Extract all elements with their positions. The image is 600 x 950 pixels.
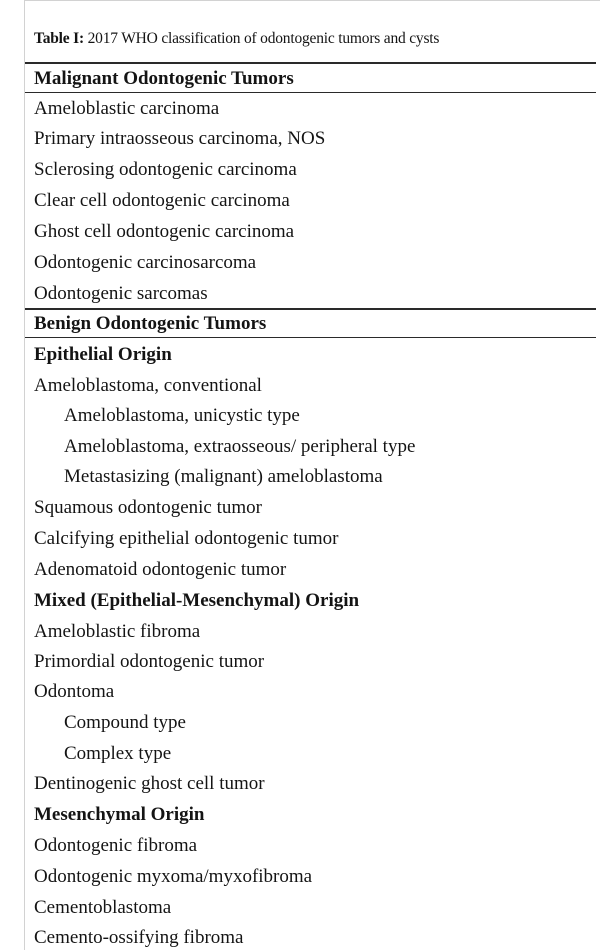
- table-row: Ameloblastoma, conventional: [34, 375, 262, 396]
- mesenchymal-subheader: Mesenchymal Origin: [34, 804, 205, 825]
- table-row: Calcifying epithelial odontogenic tumor: [34, 528, 339, 549]
- table-row: Dentinogenic ghost cell tumor: [34, 773, 265, 794]
- malignant-section-header: Malignant Odontogenic Tumors: [34, 68, 294, 89]
- benign-section-header: Benign Odontogenic Tumors: [34, 313, 267, 334]
- table-row: Odontogenic carcinosarcoma: [34, 252, 257, 273]
- table-row: Sclerosing odontogenic carcinoma: [34, 159, 297, 180]
- table-row-indented: Complex type: [64, 743, 172, 764]
- table-row: Ameloblastic fibroma: [34, 621, 201, 642]
- header-bottom-rule: [25, 92, 596, 93]
- table-top-rule: [25, 62, 596, 64]
- section-divider-top-rule: [25, 308, 596, 310]
- table-row: Clear cell odontogenic carcinoma: [34, 190, 290, 211]
- mixed-subheader: Mixed (Epithelial-Mesenchymal) Origin: [34, 590, 360, 611]
- table-caption-text: 2017 WHO classification of odontogenic tumors and cysts: [83, 30, 440, 47]
- table-row: Odontogenic fibroma: [34, 835, 198, 856]
- table-row: Squamous odontogenic tumor: [34, 497, 262, 518]
- table-row: Odontogenic sarcomas: [34, 283, 208, 304]
- table-row: Primary intraosseous carcinoma, NOS: [34, 128, 326, 149]
- table-row: Cemento-ossifying fibroma: [34, 927, 244, 948]
- table-row: Adenomatoid odontogenic tumor: [34, 559, 287, 580]
- table-row-indented: Metastasizing (malignant) ameloblastoma: [64, 466, 383, 487]
- section-divider-bottom-rule: [25, 337, 596, 338]
- table-caption: [34, 30, 439, 48]
- table-row: Ameloblastic carcinoma: [34, 98, 220, 119]
- table-caption-label: Table I:: [34, 30, 84, 47]
- table-row: Cementoblastoma: [34, 897, 172, 918]
- table-row: Ghost cell odontogenic carcinoma: [34, 221, 295, 242]
- table-row: Odontogenic myxoma/myxofibroma: [34, 866, 313, 887]
- epithelial-subheader: Epithelial Origin: [34, 344, 172, 365]
- table-row: Odontoma: [34, 681, 115, 702]
- table-row-indented: Compound type: [64, 712, 186, 733]
- table-row-indented: Ameloblastoma, unicystic type: [64, 405, 300, 426]
- table-row-indented: Ameloblastoma, extraosseous/ peripheral type: [64, 436, 416, 457]
- table-row: Primordial odontogenic tumor: [34, 651, 265, 672]
